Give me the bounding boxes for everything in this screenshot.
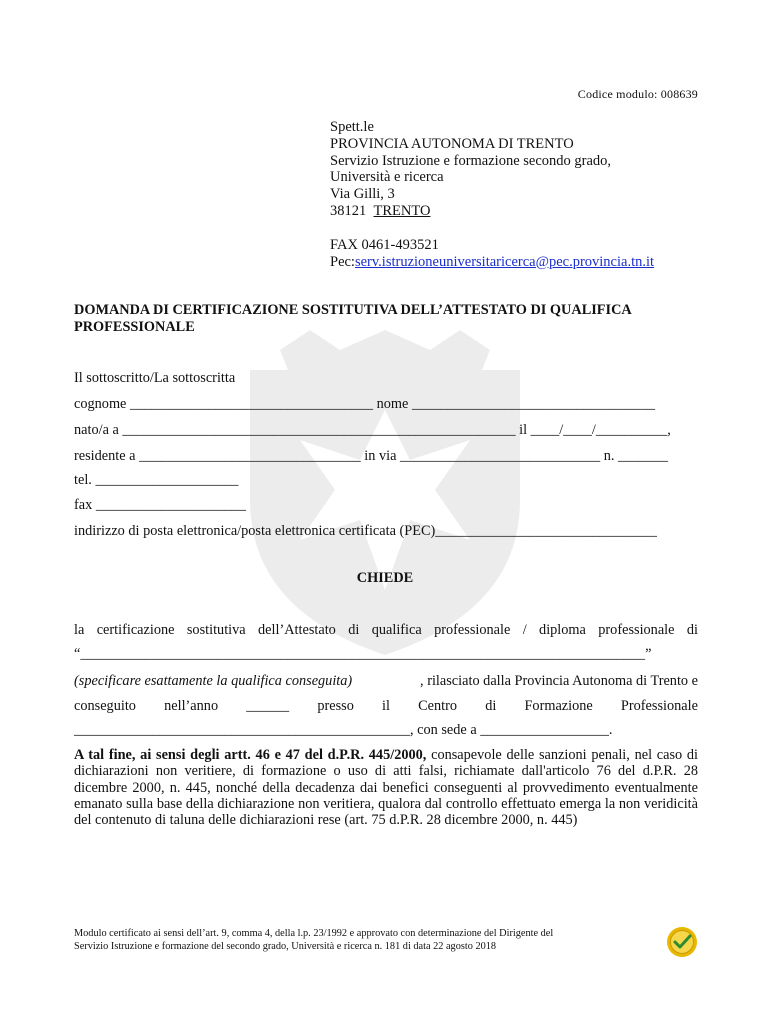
certified-seal-icon [666,926,698,958]
request-line-3 [74,673,698,690]
recipient-address-block [330,119,654,270]
request-line-1: la certificazione sostitutiva dell’Attestato di qualifica professionale / diploma professionale di [74,622,698,638]
fax-field[interactable]: fax _____________________ [74,497,246,513]
word: presso [317,698,354,714]
pec-label: Pec: [330,253,355,270]
document-title: DOMANDA DI CERTIFICAZIONE SOSTITUTIVA DELL’ATTESTATO DI QUALIFICA PROFESSIONALE [74,302,631,335]
recipient-postcode: 38121 [330,202,367,219]
word: conseguito [74,698,136,714]
qualification-field[interactable]: “_______________________________________________________________________________” [74,646,652,662]
tel-field[interactable]: tel. ____________________ [74,472,239,488]
declaration-text: consapevole delle sanzioni penali, nel caso di dichiarazioni non veritiere, di formazione o uso di atti falsi, richiamate dall'articolo 76 del d.P.R. 28 dicembre 2000, n. 445, nonché della decadenza dai benefici conseguenti al provvedimento eventualmente emanato sulla base della dichiarazione non veritiera, qualora dal controllo effettuato emerga la non veridicità del contenuto di taluna delle dichiarazioni rese (art. 75 d.P.R. 28 dicembre 2000, n. 445) [74,747,698,829]
recipient-pec-line [330,254,654,271]
recipient-street: Via Gilli, 3 [330,186,395,203]
request-line-3-rest: , rilasciato dalla Provincia Autonoma di Trento e [420,673,698,689]
word: Formazione [524,698,593,714]
word: nell’anno [164,698,219,714]
recipient-city: TRENTO [373,202,431,219]
recipient-org: PROVINCIA AUTONOMA DI TRENTO [330,135,574,152]
pec-field[interactable]: indirizzo di posta elettronica/posta elettronica certificata (PEC)_______________________________ [74,523,657,539]
chiede-heading: CHIEDE [356,570,414,586]
declaration-legal-basis: A tal fine, ai sensi degli artt. 46 e 47 del d.P.R. 445/2000, [74,747,427,763]
word: il [382,698,390,714]
declaration-paragraph [74,747,698,828]
qualification-hint: (specificare esattamente la qualifica conseguita) [74,673,353,689]
form-intro: Il sottoscritto/La sottoscritta [74,370,236,386]
recipient-service: Servizio Istruzione e formazione secondo grado, [330,152,612,169]
word: di [485,698,497,714]
pec-email-link[interactable]: serv.istruzioneuniversitaricerca@pec.provincia.tn.it [354,253,655,270]
footer-line-2: Servizio Istruzione e formazione del secondo grado, Università e ricerca n. 181 di data 22 agosto 2018 [74,940,497,952]
word: Centro [418,698,458,714]
residence-field[interactable]: residente a _______________________________ in via ____________________________ n. _______ [74,448,669,464]
training-center-field[interactable]: _______________________________________________, con sede a __________________. [74,722,613,738]
recipient-fax: FAX 0461-493521 [330,236,439,253]
recipient-service-cont: Università e ricerca [330,169,444,186]
footer-line-1: Modulo certificato ai sensi dell’art. 9, comma 4, della l.p. 23/1992 e approvato con determinazione del Dirigente del [74,928,554,939]
birth-place-date-field[interactable]: nato/a a _______________________________________________________ il ____/____/__________, [74,422,671,438]
request-line-4 [74,698,698,715]
word: Professionale [620,698,698,714]
recipient-city-line [330,203,654,220]
footer-note [74,928,674,953]
salutation: Spett.le [330,119,374,135]
form-code: Codice modulo: 008639 [577,87,698,101]
year-field[interactable]: ______ [246,698,290,714]
cognome-nome-field[interactable]: cognome __________________________________ nome __________________________________ [74,396,655,412]
